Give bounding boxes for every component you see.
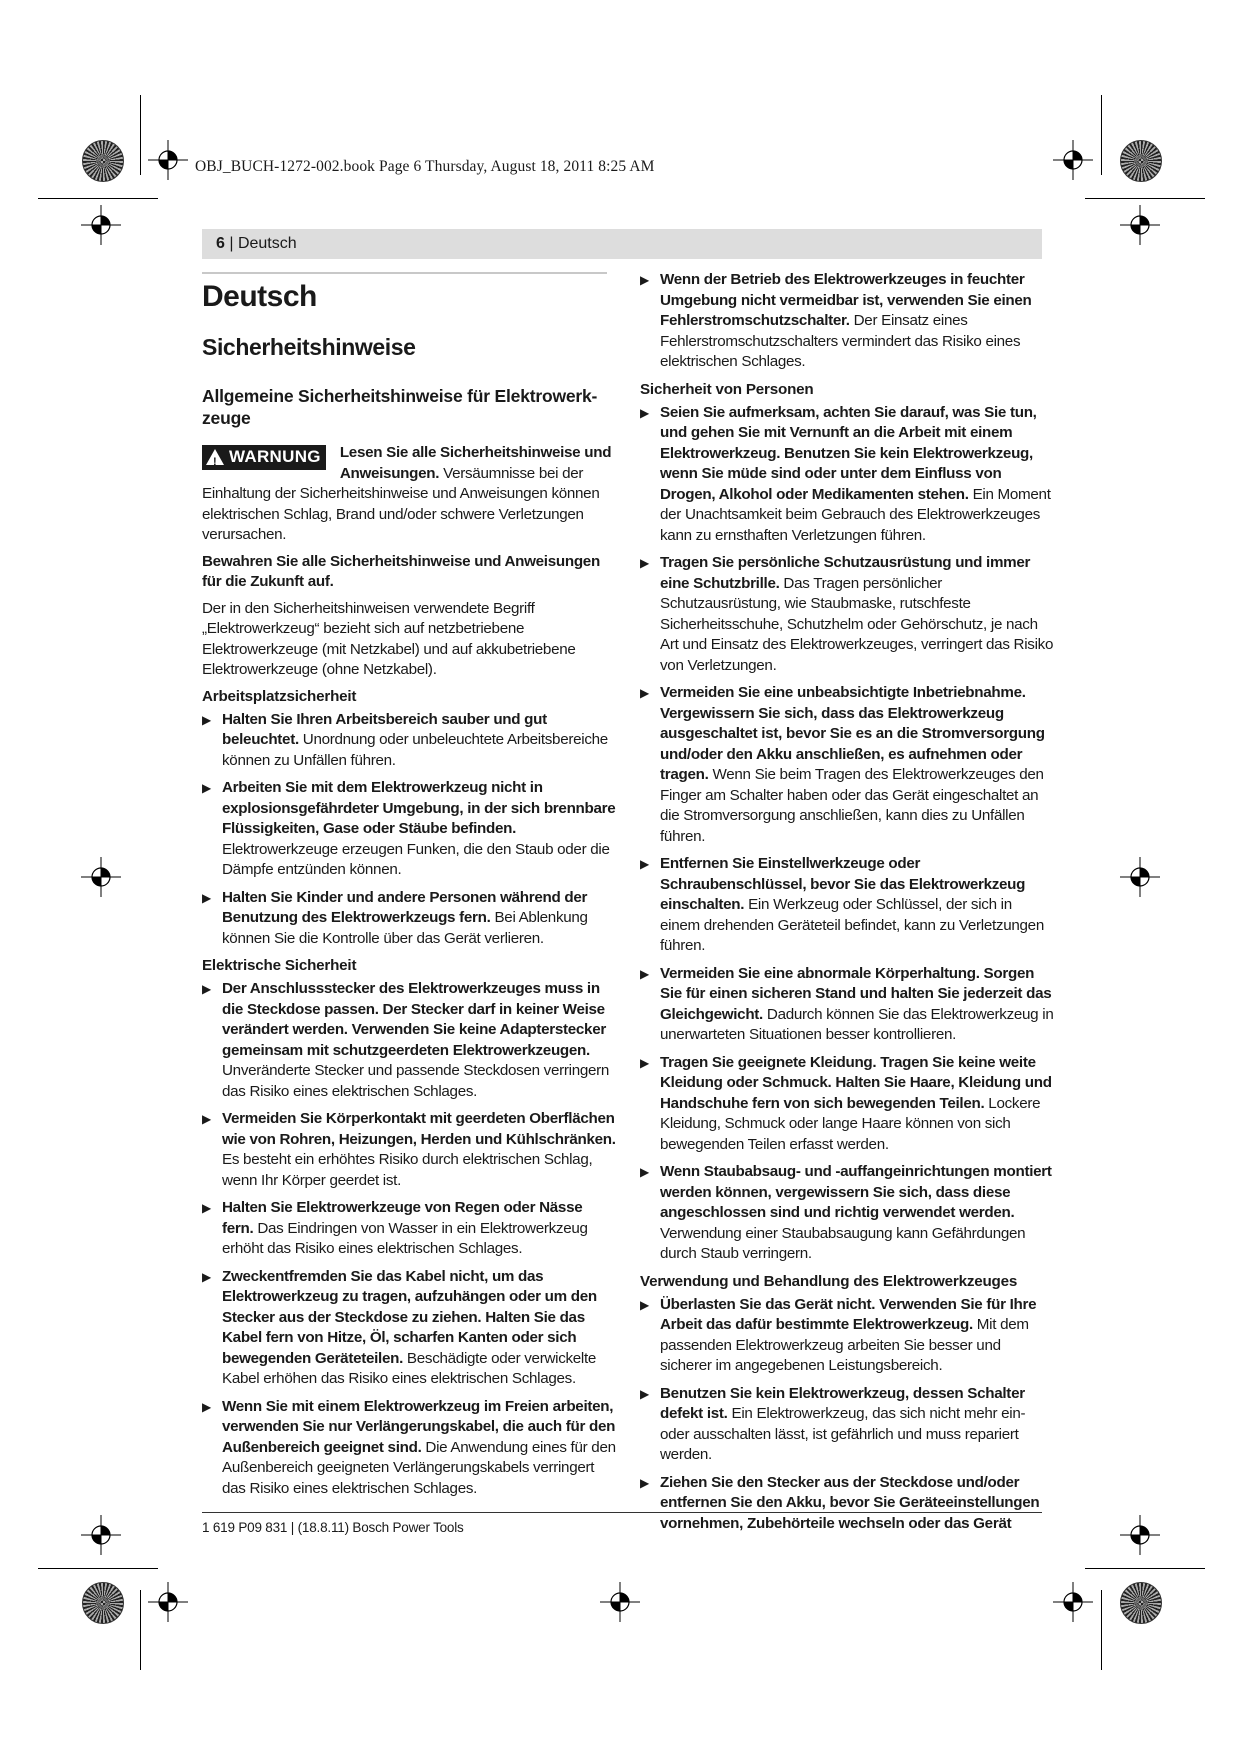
- list-item: ▶ Halten Sie Ihren Arbeitsbereich sauber und gut beleuchtet. Unordnung oder unbeleuchtete Arbeitsbereiche können zu Unfällen führen.: [202, 710, 608, 769]
- section-title: Verwendung und Behandlung des Elektrowerkzeuges: [640, 1272, 1018, 1290]
- bullet-triangle-icon: ▶: [640, 966, 649, 981]
- registration-target-icon: [148, 140, 188, 180]
- registration-target-icon: [1120, 205, 1160, 245]
- warning-block: ! WARNUNG Lesen Sie alle Sicherheitshinweise und Anweisungen. Versäumnisse bei der Einhaltung der Sicherheitshinweise und Anweisungen können elektrischen Schlag, Brand und/oder schwere Verletzungen verursachen.: [202, 444, 612, 543]
- print-stamp: OBJ_BUCH-1272-002.book Page 6 Thursday, August 18, 2011 8:25 AM: [195, 158, 655, 175]
- bullet-triangle-icon: ▶: [202, 781, 211, 795]
- bullet-triangle-icon: ▶: [202, 1269, 211, 1284]
- list-item: ▶ Halten Sie Elektrowerkzeuge von Regen oder Nässe fern. Das Eindringen von Wasser in ein Elektrowerkzeug erhöht das Risiko eines elektrischen Schlages.: [202, 1199, 588, 1257]
- bullet-triangle-icon: ▶: [640, 857, 649, 871]
- footer-divider: [202, 1512, 1042, 1513]
- list-item: ▶ Wenn Staubabsaug- und -auffangeinrichtungen montiert werden können, vergewissern Sie sich, dass diese angeschlossen sind und richtig verwendet werden. Verwendung einer Staubabsaugung kann Gefährdungen durch Staub verringern.: [640, 1163, 1052, 1262]
- registration-target-icon: [81, 205, 121, 245]
- page-number: 6: [216, 235, 225, 252]
- list-item: ▶ Tragen Sie persönliche Schutzausrüstung und immer eine Schutzbrille. Das Tragen persönlicher Schutzausrüstung, wie Staubmaske, rutschfeste Sicherheitsschuhe, Schutzhelm oder Gehörschutz, je nach Art und Einsatz des Elektrowerkzeuges, verringert das Risiko von Verletzungen.: [640, 554, 1054, 674]
- bullet-triangle-icon: ▶: [202, 982, 211, 996]
- list-item: ▶ Wenn Sie mit einem Elektrowerkzeug im Freien arbeiten, verwenden Sie nur Verlängerungskabel, die auch für den Außenbereich geeignet sind. Die Anwendung eines für den Außenbereich geeigneten Verlängerungskabels verringert das Risiko eines elektrischen Schlages.: [202, 1397, 616, 1497]
- registration-target-icon: [81, 1515, 121, 1555]
- list-item: ▶ Der Anschlussstecker des Elektrowerkzeuges muss in die Steckdose passen. Der Stecker darf in keiner Weise verändert werden. Verwenden Sie keine Adapterstecker gemeinsam mit schutzgeerdeten Elektrowerkzeugen. Unveränderte Stecker und passende Steckdosen verringern das Risiko eines elektrischen Schlages.: [202, 980, 610, 1100]
- color-rosette-icon: [82, 1582, 124, 1624]
- subtitle: Sicherheitshinweise: [202, 334, 416, 360]
- page-header: 6 | Deutsch: [202, 229, 1042, 259]
- registration-target-icon: [1053, 1582, 1093, 1622]
- list-item: ▶ Halten Sie Kinder und andere Personen während der Benutzung des Elektrowerkzeugs fern. Bei Ablenkung können Sie die Kontrolle über das Gerät verlieren.: [202, 888, 588, 947]
- list-item: ▶ Vermeiden Sie eine abnormale Körperhaltung. Sorgen Sie für einen sicheren Stand und halten Sie jederzeit das Gleichgewicht. Dadurch können Sie das Elektrowerkzeug in unerwarteten Situationen besser kontrollieren.: [640, 964, 1054, 1043]
- list-item: ▶ Seien Sie aufmerksam, achten Sie darauf, was Sie tun, und gehen Sie mit Vernunft an die Arbeit mit einem Elektrowerkzeug. Benutzen Sie kein Elektrowerkzeug, wenn Sie müde sind oder unter dem Einfluss von Drogen, Alkohol oder Medikamenten stehen. Ein Moment der Unachtsamkeit beim Gebrauch des Elektrowerkzeuges kann zu ernsthaften Verletzungen führen.: [640, 403, 1051, 544]
- bullet-triangle-icon: ▶: [640, 686, 649, 700]
- bullet-triangle-icon: ▶: [640, 1165, 649, 1179]
- list-item: ▶ Wenn der Betrieb des Elektrowerkzeuges in feuchter Umgebung nicht vermeidbar ist, verwenden Sie einen Fehlerstromschutzschalter. Der Einsatz eines Fehlerstromschutzschalters vermindert das Risiko eines elektrischen Schlages.: [640, 271, 1032, 370]
- right-column: [640, 270, 1055, 1541]
- bullet-triangle-icon: ▶: [640, 1386, 649, 1401]
- registration-target-icon: [1053, 140, 1093, 180]
- bullet-triangle-icon: ▶: [640, 556, 649, 570]
- bullet-triangle-icon: ▶: [640, 405, 649, 420]
- bullet-triangle-icon: ▶: [640, 273, 649, 287]
- section-title: Elektrische Sicherheit: [202, 957, 357, 974]
- page-title: Deutsch: [202, 280, 317, 313]
- page-footer: 1 619 P09 831 | (18.8.11) Bosch Power Tools: [202, 1520, 464, 1535]
- bullet-triangle-icon: ▶: [202, 1201, 211, 1215]
- registration-target-icon: [148, 1582, 188, 1622]
- bullet-triangle-icon: ▶: [640, 1055, 649, 1070]
- bullet-triangle-icon: ▶: [202, 890, 211, 905]
- list-item: ▶ Zweckentfremden Sie das Kabel nicht, um das Elektrowerkzeug zu tragen, aufzuhängen oder um den Stecker aus der Steckdose zu ziehen. Halten Sie das Kabel fern von Hitze, Öl, scharfen Kanten oder sich bewegenden Geräteteilen. Beschädigte oder verwickelte Kabel erhöhen das Risiko eines elektrischen Schlages.: [202, 1267, 597, 1387]
- list-item: ▶ Ziehen Sie den Stecker aus der Steckdose und/oder entfernen Sie den Akku, bevor Sie Geräteeinstellungen vornehmen, Zubehörteile wechseln oder das Gerät: [640, 1473, 1040, 1532]
- list-item: ▶ Vermeiden Sie Körperkontakt mit geerdeten Oberflächen wie von Rohren, Heizungen, Herden und Kühlschränken. Es besteht ein erhöhtes Risiko durch elektrischen Schlag, wenn Ihr Körper geerdet ist.: [202, 1110, 616, 1189]
- registration-target-icon: [600, 1582, 640, 1622]
- bullet-triangle-icon: ▶: [202, 712, 211, 727]
- bullet-triangle-icon: ▶: [640, 1297, 649, 1312]
- section-title: Sicherheit von Personen: [640, 380, 814, 398]
- general-heading: Allgemeine Sicherheitshinweise für Elektrowerk-zeuge: [202, 386, 598, 428]
- list-item: ▶ Überlasten Sie das Gerät nicht. Verwenden Sie für Ihre Arbeit das dafür bestimmte Elektrowerkzeug. Mit dem passenden Elektrowerkzeug arbeiten Sie besser und sicherer im angegebenen Leistungsbereich.: [640, 1295, 1037, 1374]
- header-section: Deutsch: [237, 235, 297, 252]
- keep-note: Bewahren Sie alle Sicherheitshinweise und Anweisungen für die Zukunft auf.: [202, 552, 600, 590]
- left-column: [202, 270, 617, 1506]
- section-title: Arbeitsplatzsicherheit: [202, 687, 357, 705]
- list-item: ▶ Entfernen Sie Einstellwerkzeuge oder Schraubenschlüssel, bevor Sie das Elektrowerkzeug einschalten. Ein Werkzeug oder Schlüssel, der sich in einem drehenden Geräteteil befindet, kann zu Verletzungen führen.: [640, 855, 1044, 954]
- bullet-triangle-icon: ▶: [202, 1112, 211, 1126]
- color-rosette-icon: [1120, 140, 1162, 182]
- definition-text: Der in den Sicherheitshinweisen verwendete Begriff „Elektrowerkzeug“ bezieht sich auf netzbetriebene Elektrowerkzeuge (mit Netzkabel) und auf akkubetriebene Elektrowerkzeuge (ohne Netzkabel).: [202, 599, 576, 678]
- color-rosette-icon: [82, 140, 124, 182]
- registration-target-icon: [1120, 857, 1160, 897]
- bullet-triangle-icon: ▶: [640, 1475, 649, 1490]
- bullet-triangle-icon: ▶: [202, 1399, 211, 1414]
- registration-target-icon: [81, 857, 121, 897]
- color-rosette-icon: [1120, 1582, 1162, 1624]
- registration-target-icon: [1120, 1515, 1160, 1555]
- list-item: ▶ Tragen Sie geeignete Kleidung. Tragen Sie keine weite Kleidung oder Schmuck. Halten Sie Haare, Kleidung und Handschuhe fern von sich bewegenden Teilen. Lockere Kleidung, Schmuck oder lange Haare können von sich bewegenden Teilen erfasst werden.: [640, 1053, 1052, 1153]
- list-item: ▶ Vermeiden Sie eine unbeabsichtigte Inbetriebnahme. Vergewissern Sie sich, dass das Elektrowerkzeug ausgeschaltet ist, bevor Sie es an die Stromversorgung und/oder den Akku anschließen, es aufnehmen oder tragen. Wenn Sie beim Tragen des Elektrowerkzeuges den Finger am Schalter haben oder das Gerät eingeschaltet an die Stromversorgung anschließen, kann dies zu Unfällen führen.: [640, 684, 1045, 845]
- list-item: ▶ Benutzen Sie kein Elektrowerkzeug, dessen Schalter defekt ist. Ein Elektrowerkzeug, das sich nicht mehr ein- oder ausschalten lässt, ist gefährlich und muss repariert werden.: [640, 1384, 1026, 1463]
- list-item: ▶ Arbeiten Sie mit dem Elektrowerkzeug nicht in explosionsgefährdeter Umgebung, in der sich brennbare Flüssigkeiten, Gase oder Stäube befinden. Elektrowerkzeuge erzeugen Funken, die den Staub oder die Dämpfe entzünden können.: [202, 779, 616, 878]
- warning-triangle-icon: !: [206, 449, 224, 465]
- warning-badge: ! WARNUNG: [202, 445, 326, 470]
